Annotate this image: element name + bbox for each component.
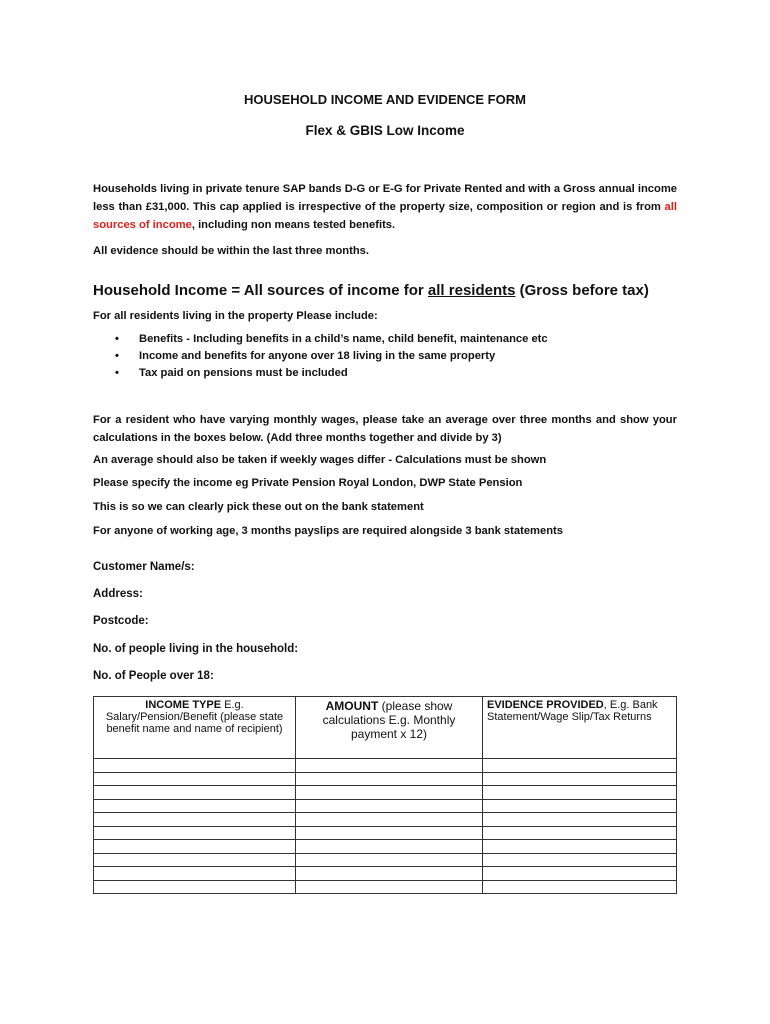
table-header-row xyxy=(94,697,677,759)
heading-underline: all residents xyxy=(427,282,516,299)
amount-cell[interactable] xyxy=(296,813,483,827)
evidence-note: All evidence should be within the last three months. xyxy=(93,245,370,257)
bullet-icon: • xyxy=(115,350,119,362)
amount-cell[interactable] xyxy=(296,799,483,813)
table-row xyxy=(94,772,677,786)
amount-sub: (please show calculations E.g. Monthly payment x 12) xyxy=(322,699,456,741)
evidence-cell[interactable] xyxy=(483,853,677,867)
income-type-cell[interactable] xyxy=(94,786,296,800)
postcode-label: Postcode: xyxy=(93,615,149,627)
intro-text-2: , including non means tested benefits. xyxy=(191,219,396,231)
table-row xyxy=(94,826,677,840)
income-table xyxy=(93,696,677,894)
income-type-sub: Salary/Pension/Benefit (please state benefit name and name of recipient) xyxy=(105,711,284,735)
amount-cell[interactable] xyxy=(296,786,483,800)
evidence-eg: , E.g. Bank xyxy=(603,699,658,711)
table-row xyxy=(94,840,677,854)
evidence-cell[interactable] xyxy=(483,826,677,840)
list-item xyxy=(93,331,548,348)
income-type-cell[interactable] xyxy=(94,840,296,854)
table-body xyxy=(94,759,677,894)
income-type-cell[interactable] xyxy=(94,867,296,881)
evidence-cell[interactable] xyxy=(483,813,677,827)
table-row xyxy=(94,867,677,881)
table-row xyxy=(94,799,677,813)
table-row xyxy=(94,880,677,894)
form-subtitle: Flex & GBIS Low Income xyxy=(305,123,465,138)
amount-cell[interactable] xyxy=(296,880,483,894)
table-row xyxy=(94,813,677,827)
amount-title: AMOUNT xyxy=(325,699,379,713)
bullet-icon: • xyxy=(115,367,119,379)
customer-name-label: Customer Name/s: xyxy=(93,561,195,573)
income-type-cell[interactable] xyxy=(94,799,296,813)
weekly-wages-text: An average should also be taken if weekly wages differ - Calculations must be shown xyxy=(93,454,547,466)
evidence-header xyxy=(483,697,677,759)
section-heading xyxy=(93,282,677,299)
income-type-cell[interactable] xyxy=(94,826,296,840)
evidence-cell[interactable] xyxy=(483,840,677,854)
income-type-header xyxy=(94,697,296,759)
income-type-cell[interactable] xyxy=(94,813,296,827)
amount-cell[interactable] xyxy=(296,853,483,867)
specify-income-text: Please specify the income eg Private Pension Royal London, DWP State Pension xyxy=(93,477,523,489)
evidence-cell[interactable] xyxy=(483,759,677,773)
income-type-eg: E.g. xyxy=(221,699,244,711)
list-item-text: Tax paid on pensions must be included xyxy=(139,367,348,379)
list-item xyxy=(93,348,548,365)
bullet-list xyxy=(93,331,548,382)
evidence-cell[interactable] xyxy=(483,772,677,786)
amount-cell[interactable] xyxy=(296,772,483,786)
evidence-title: EVIDENCE PROVIDED xyxy=(487,699,604,711)
table-row xyxy=(94,786,677,800)
evidence-cell[interactable] xyxy=(483,799,677,813)
intro-paragraph xyxy=(93,180,677,234)
form-title: HOUSEHOLD INCOME AND EVIDENCE FORM xyxy=(244,92,526,107)
varying-wages-text: For a resident who have varying monthly wages, please take an average over three months and show your calculations in the boxes below. (Add three months together and divide by 3) xyxy=(93,414,677,444)
evidence-cell[interactable] xyxy=(483,880,677,894)
income-type-title: INCOME TYPE xyxy=(145,699,222,711)
evidence-sub: Statement/Wage Slip/Tax Returns xyxy=(487,711,652,723)
amount-header xyxy=(296,697,483,759)
income-type-cell[interactable] xyxy=(94,880,296,894)
payslips-text: For anyone of working age, 3 months payslips are required alongside 3 bank statements xyxy=(93,525,563,537)
income-type-cell[interactable] xyxy=(94,759,296,773)
table-row xyxy=(94,853,677,867)
bank-statement-text: This is so we can clearly pick these out on the bank statement xyxy=(93,501,424,513)
evidence-cell[interactable] xyxy=(483,867,677,881)
heading-text-1: Household Income = All sources of income for xyxy=(93,282,428,299)
bullet-icon: • xyxy=(115,333,119,345)
people-household-label: No. of people living in the household: xyxy=(93,643,299,655)
list-item-text: Benefits - Including benefits in a child’s name, child benefit, maintenance etc xyxy=(139,333,548,345)
people-over18-label: No. of People over 18: xyxy=(93,670,214,682)
intro-highlight: all sources of income xyxy=(93,201,677,231)
list-item xyxy=(93,365,548,382)
income-type-cell[interactable] xyxy=(94,853,296,867)
evidence-cell[interactable] xyxy=(483,786,677,800)
intro-text-1: Households living in private tenure SAP bands D-G or E-G for Private Rented and with a Gross annual income less than £31,000. This cap applied is irrespective of the property size, composition or region and is from xyxy=(93,183,677,213)
address-label: Address: xyxy=(93,588,143,600)
list-item-text: Income and benefits for anyone over 18 living in the same property xyxy=(139,350,496,362)
section-lead: For all residents living in the property Please include: xyxy=(93,310,378,322)
amount-cell[interactable] xyxy=(296,867,483,881)
table-row xyxy=(94,759,677,773)
heading-text-2: (Gross before tax) xyxy=(515,282,649,299)
income-type-cell[interactable] xyxy=(94,772,296,786)
amount-cell[interactable] xyxy=(296,759,483,773)
amount-cell[interactable] xyxy=(296,826,483,840)
amount-cell[interactable] xyxy=(296,840,483,854)
